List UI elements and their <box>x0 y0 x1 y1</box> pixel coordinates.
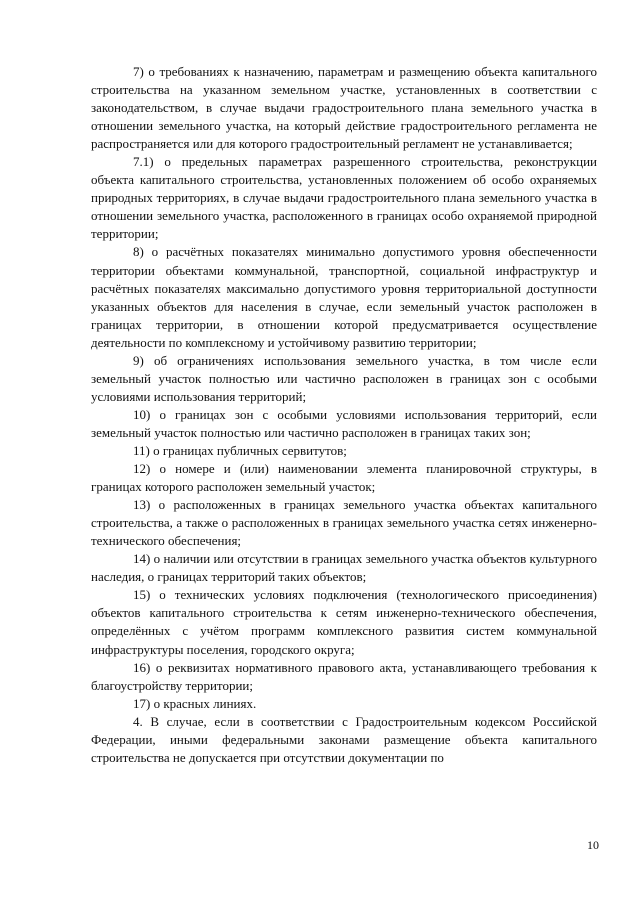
paragraph-item-8: 8) о расчётных показателях минимально допустимого уровня обеспеченности территории объектами коммунальной, транспортной, социальной инфраструктур и расчётных показателях максимально допустимого уровня территориальной доступности указанных объектов для населения в случае, если земельный участок расположен в границах территории, в отношении которой предусматривается осуществление деятельности по комплексному и устойчивому развитию территории; <box>91 244 597 350</box>
paragraph-item-14: 14) о наличии или отсутствии в границах земельного участка объектов культурного наследия, о границах территорий таких объектов; <box>91 551 597 585</box>
paragraph-item-15: 15) о технических условиях подключения (технологического присоединения) объектов капитального строительства к сетям инженерно-технического обеспечения, определённых с учётом программ комплексного развития систем коммунальной инфраструктуры поселения, городского округа; <box>91 587 597 657</box>
page-number: 10 <box>587 838 599 852</box>
document-body <box>91 63 597 767</box>
paragraph-item-16: 16) о реквизитах нормативного правового акта, устанавливающего требования к благоустройству территории; <box>91 659 597 693</box>
paragraph-item-9: 9) об ограничениях использования земельного участка, в том числе если земельный участок полностью или частично расположен в границах зон с особыми условиями использования территорий; <box>91 352 597 404</box>
paragraph-item-11: 11) о границах публичных сервитутов; <box>133 442 347 458</box>
paragraph-section-4: 4. В случае, если в соответствии с Градостроительным кодексом Российской Федерации, иными федеральными законами размещение объекта капитального строительства не допускается при отсутствии документации по <box>91 713 597 765</box>
paragraph-item-17: 17) о красных линиях. <box>133 695 257 711</box>
paragraph-item-7: 7) о требованиях к назначению, параметрам и размещению объекта капитального строительства на указанном земельном участке, установленных в соответствии с законодательством, в случае выдачи градостроительного плана земельного участка в отношении земельного участка, на который действие градостроительного регламента не распространяется или для которого градостроительный регламент не устанавливается; <box>91 64 597 152</box>
paragraph-item-10: 10) о границах зон с особыми условиями использования территорий, если земельный участок полностью или частично расположен в границах таких зон; <box>91 406 597 440</box>
paragraph-item-13: 13) о расположенных в границах земельного участка объектах капитального строительства, а также о расположенных в границах земельного участка сетях инженерно-технического обеспечения; <box>91 497 597 549</box>
paragraph-item-12: 12) о номере и (или) наименовании элемента планировочной структуры, в границах которого расположен земельный участок; <box>91 461 597 495</box>
paragraph-item-7-1: 7.1) о предельных параметрах разрешенного строительства, реконструкции объекта капитального строительства, установленных положением об особо охраняемых природных территориях, в случае выдачи градостроительного плана земельного участка в отношении земельного участка, расположенного в границах особо охраняемой природной территории; <box>91 154 597 242</box>
